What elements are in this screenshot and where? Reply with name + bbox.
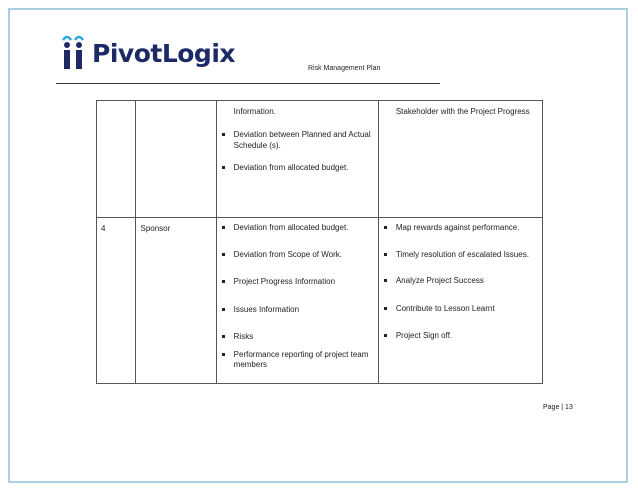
list-item: Risks	[217, 332, 378, 343]
row-number: 4	[101, 224, 106, 233]
cell-responsibility	[378, 218, 542, 384]
list-item: Deviation from allocated budget.	[217, 163, 378, 174]
document-title: Risk Management Plan	[308, 65, 381, 72]
list-item: Performance reporting of project team members	[217, 350, 378, 371]
logo-word-pivot: Pivot	[92, 38, 162, 68]
cell-number	[97, 218, 136, 384]
list-item: Project Progress Information	[217, 277, 378, 288]
bullet-icon	[222, 253, 225, 256]
bullet-icon	[384, 307, 387, 310]
list-item: Analyze Project Success	[379, 276, 542, 287]
bullet-icon	[384, 226, 387, 229]
responsibility-text: Stakeholder with the Project Progress	[395, 107, 530, 116]
bullet-icon	[384, 279, 387, 282]
bullet-icon	[222, 308, 225, 311]
cell-number-empty	[97, 101, 136, 218]
list-item: Issues Information	[217, 305, 378, 316]
list-item: Deviation from allocated budget.	[217, 223, 378, 234]
bullet-icon	[222, 166, 225, 169]
logo-mark-icon	[60, 33, 88, 73]
logo-word-logix: Logix	[161, 38, 236, 68]
company-logo	[60, 33, 235, 73]
page-number: Page | 13	[543, 404, 573, 411]
list-item: Contribute to Lesson Learnt	[379, 304, 542, 315]
bullet-icon	[222, 133, 225, 136]
list-item: Map rewards against performance.	[379, 223, 542, 234]
bullet-icon	[222, 335, 225, 338]
stakeholder-table	[96, 100, 543, 384]
cell-inputs	[216, 218, 378, 384]
bullet-icon	[384, 253, 387, 256]
list-item: Deviation between Planned and Actual Schedule (s).	[217, 130, 378, 151]
bullet-icon	[222, 226, 225, 229]
row-role: Sponsor	[140, 224, 171, 233]
header-divider	[56, 83, 440, 84]
cell-role-empty	[136, 101, 216, 218]
list-item: Timely resolution of escalated Issues.	[379, 250, 542, 261]
input-item-continued: Information.	[233, 107, 276, 116]
list-item: Deviation from Scope of Work.	[217, 250, 378, 261]
cell-inputs	[216, 101, 378, 218]
cell-responsibility	[378, 101, 542, 218]
table-row-sponsor	[97, 218, 543, 384]
logo-wordmark	[92, 39, 235, 68]
bullet-icon	[384, 334, 387, 337]
table-row-continued	[97, 101, 543, 218]
bullet-icon	[222, 353, 225, 356]
cell-role	[136, 218, 216, 384]
bullet-icon	[222, 280, 225, 283]
list-item: Project Sign off.	[379, 331, 542, 342]
